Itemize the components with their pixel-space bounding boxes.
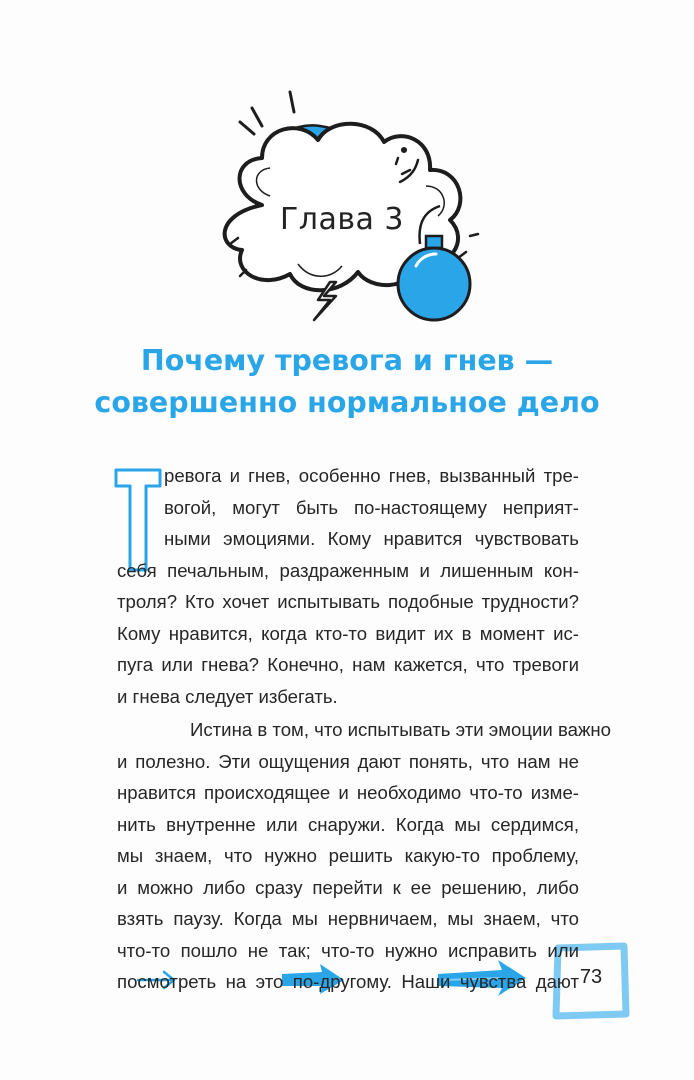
text-line: и можно либо сразу перейти к ее решению, либо	[117, 876, 579, 898]
text-line: вогой, могут быть по-настоящему неприят-	[164, 496, 579, 518]
text-line: Кому нравится, когда кто-то видит их в момент ис-	[117, 622, 579, 644]
paragraph	[117, 460, 579, 712]
text-line: взять паузу. Когда мы нервничаем, мы знаем, что	[117, 908, 579, 929]
text-line: мы знаем, что нужно решить какую-то проблему,	[117, 845, 579, 866]
text-line: себя печальным, раздраженным и лишенным кон-	[117, 559, 579, 581]
chapter-title-line: совершенно нормальное дело	[94, 386, 600, 419]
text-line: пуга или гнева? Конечно, нам кажется, что тревоги	[117, 654, 579, 675]
text-line: и гнева следует избегать.	[117, 685, 338, 707]
text-line: Истина в том, что испытывать эти эмоции важно	[190, 719, 612, 740]
text-line: посмотреть на это по-другому. Наши чувства дают	[117, 971, 579, 992]
text-line: ревога и гнев, особенно гнев, вызванный тре-	[164, 465, 579, 486]
chapter-title	[60, 340, 634, 424]
text-line: нравится происходящее и необходимо что-то изме-	[117, 782, 579, 803]
text-line: троля? Кто хочет испытывать подобные трудности?	[117, 591, 579, 612]
text-line: ными эмоциями. Кому нравится чувствовать	[164, 528, 579, 549]
text-line: нить внутренне или снаружи. Когда мы сердимся,	[117, 813, 579, 835]
chapter-title-line: Почему тревога и гнев —	[140, 344, 554, 377]
text-line: и полезно. Эти ощущения дают понять, что нам не	[117, 750, 579, 772]
text-line: что-то пошло не так; что-то нужно исправить или	[117, 939, 579, 961]
page-number: 73	[579, 966, 603, 988]
chapter-label: Глава 3	[279, 202, 405, 237]
